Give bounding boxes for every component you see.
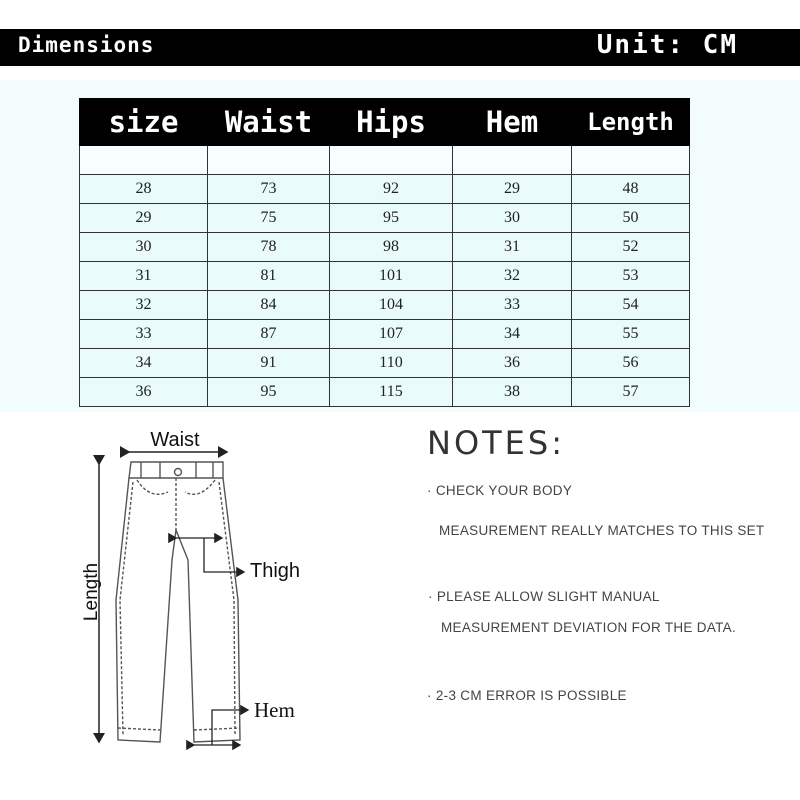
table-cell: 78 <box>208 233 330 262</box>
table-cell: 75 <box>208 204 330 233</box>
table-cell: 33 <box>453 291 572 320</box>
table-cell: 30 <box>453 204 572 233</box>
table-cell: 36 <box>453 349 572 378</box>
table-cell: 107 <box>330 320 453 349</box>
unit-label: Unit: CM <box>596 30 738 60</box>
table-cell: 101 <box>330 262 453 291</box>
thigh-pointer-arrow <box>204 538 244 572</box>
table-cell <box>80 146 208 175</box>
table-cell: 104 <box>330 291 453 320</box>
table-cell: 91 <box>208 349 330 378</box>
table-cell: 92 <box>330 175 453 204</box>
table-cell: 52 <box>572 233 690 262</box>
table-cell: 29 <box>80 204 208 233</box>
table-row <box>80 175 690 204</box>
notes-title: NOTES: <box>427 424 565 462</box>
waist-label: Waist <box>150 429 200 451</box>
column-header-hem: Hem <box>453 99 572 146</box>
size-table <box>79 98 690 407</box>
note-line: MEASUREMENT DEVIATION FOR THE DATA. <box>441 620 737 635</box>
table-cell: 28 <box>80 175 208 204</box>
table-cell: 87 <box>208 320 330 349</box>
table-cell: 36 <box>80 378 208 407</box>
column-header-length: Length <box>572 99 690 146</box>
table-cell: 53 <box>572 262 690 291</box>
table-cell: 31 <box>80 262 208 291</box>
table-cell: 48 <box>572 175 690 204</box>
table-cell: 95 <box>208 378 330 407</box>
column-header-hips: Hips <box>330 99 453 146</box>
table-row <box>80 146 690 175</box>
table-cell: 56 <box>572 349 690 378</box>
hem-label: Hem <box>254 698 295 722</box>
table-cell: 34 <box>453 320 572 349</box>
table-row <box>80 378 690 407</box>
table-row <box>80 349 690 378</box>
table-cell: 30 <box>80 233 208 262</box>
table-cell <box>453 146 572 175</box>
table-cell: 54 <box>572 291 690 320</box>
table-cell <box>330 146 453 175</box>
table-cell: 81 <box>208 262 330 291</box>
column-header-size: size <box>80 99 208 146</box>
table-cell: 32 <box>80 291 208 320</box>
table-header-row <box>80 99 690 146</box>
table-row <box>80 320 690 349</box>
jeans-icon <box>116 462 240 742</box>
table-cell: 33 <box>80 320 208 349</box>
pants-diagram <box>0 420 400 780</box>
table-cell <box>208 146 330 175</box>
table-cell: 73 <box>208 175 330 204</box>
table-cell: 98 <box>330 233 453 262</box>
table-row <box>80 262 690 291</box>
table-cell: 31 <box>453 233 572 262</box>
note-line: · 2-3 CM ERROR IS POSSIBLE <box>427 688 627 703</box>
note-line: · CHECK YOUR BODY <box>427 483 573 498</box>
table-cell <box>572 146 690 175</box>
note-line: MEASUREMENT REALLY MATCHES TO THIS SET <box>439 523 765 538</box>
table-cell: 38 <box>453 378 572 407</box>
table-cell: 34 <box>80 349 208 378</box>
note-line: · PLEASE ALLOW SLIGHT MANUAL <box>428 589 660 604</box>
table-cell: 95 <box>330 204 453 233</box>
header-bar <box>0 29 800 66</box>
table-row <box>80 233 690 262</box>
thigh-label: Thigh <box>250 560 301 582</box>
table-cell: 115 <box>330 378 453 407</box>
table-cell: 29 <box>453 175 572 204</box>
table-cell: 50 <box>572 204 690 233</box>
table-cell: 32 <box>453 262 572 291</box>
dimensions-label: Dimensions <box>18 33 155 57</box>
table-cell: 110 <box>330 349 453 378</box>
table-row <box>80 291 690 320</box>
table-row <box>80 204 690 233</box>
table-cell: 84 <box>208 291 330 320</box>
table-cell: 57 <box>572 378 690 407</box>
length-label: Length <box>81 562 102 622</box>
column-header-waist: Waist <box>208 99 330 146</box>
table-cell: 55 <box>572 320 690 349</box>
